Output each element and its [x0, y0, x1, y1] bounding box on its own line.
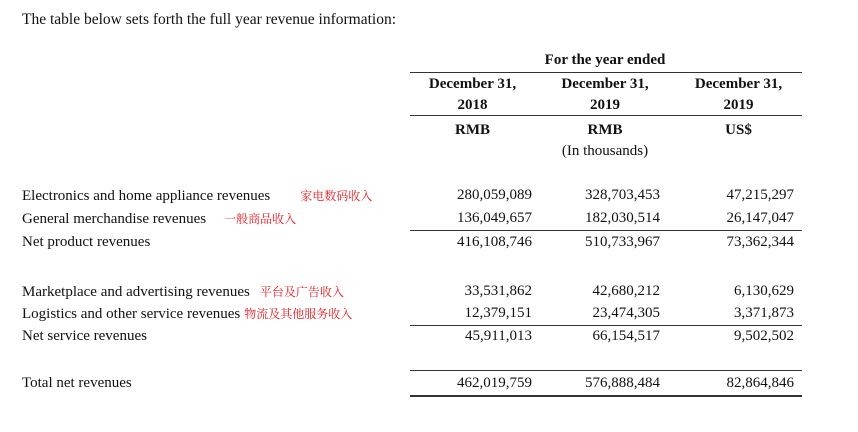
header-span-rule: [410, 72, 802, 73]
row-label-general-merchandise: [22, 210, 296, 228]
header-col-2-unit: RMB: [587, 122, 623, 138]
row-label-text: Marketplace and advertising revenues: [22, 284, 250, 300]
cell-net-service-2018: 45,911,013: [465, 328, 532, 344]
row-label-electronics: [22, 187, 372, 205]
cell-total-2019-rmb: 576,888,484: [585, 375, 660, 391]
row-annotation: 物流及其他服务收入: [244, 307, 353, 321]
cell-electronics-2019-rmb: 328,703,453: [585, 187, 660, 203]
row-label-marketplace: [22, 283, 344, 301]
subtotal-rule-2: [410, 325, 802, 326]
cell-electronics-2019-usd: 47,215,297: [726, 187, 794, 203]
cell-marketplace-2019-usd: 6,130,629: [734, 283, 794, 299]
row-label-text: Logistics and other service revenues: [22, 306, 241, 322]
cell-electronics-2018: 280,059,089: [457, 187, 532, 203]
cell-marketplace-2019-rmb: 42,680,212: [592, 283, 660, 299]
header-col-2: [540, 74, 670, 162]
cell-net-service-2019-rmb: 66,154,517: [592, 328, 660, 344]
cell-general-2018: 136,049,657: [457, 210, 532, 226]
cell-logistics-2018: 12,379,151: [464, 305, 532, 321]
header-bottom-rule: [410, 115, 802, 116]
header-col-2-note: (In thousands): [561, 143, 649, 159]
cell-logistics-2019-rmb: 23,474,305: [592, 305, 660, 321]
cell-general-2019-rmb: 182,030,514: [585, 210, 660, 226]
cell-net-service-2019-usd: 9,502,502: [734, 328, 794, 344]
row-label-text: Electronics and home appliance revenues: [22, 188, 271, 204]
cell-net-product-2019-usd: 73,362,344: [726, 234, 794, 250]
total-bottom-rule: [410, 395, 802, 397]
cell-logistics-2019-usd: 3,371,873: [734, 305, 794, 321]
intro-text: The table below sets forth the full year revenue information:: [22, 11, 397, 28]
header-col-3-date: December 31,: [694, 76, 783, 92]
subtotal-rule-1: [410, 230, 802, 231]
cell-net-product-2018: 416,108,746: [457, 234, 532, 250]
row-label-net-service: Net service revenues: [22, 328, 147, 344]
header-col-1: [410, 74, 535, 141]
cell-marketplace-2018: 33,531,862: [464, 283, 532, 299]
header-col-3-year: 2019: [723, 97, 754, 113]
cell-total-2019-usd: 82,864,846: [726, 375, 794, 391]
header-col-2-date: December 31,: [561, 76, 649, 92]
row-annotation: 平台及广告收入: [259, 285, 344, 299]
cell-total-2018: 462,019,759: [457, 375, 532, 391]
header-col-1-unit: RMB: [455, 122, 490, 138]
row-label-text: General merchandise revenues: [22, 211, 207, 227]
row-label-total: Total net revenues: [22, 375, 132, 391]
cell-general-2019-usd: 26,147,047: [726, 210, 794, 226]
row-label-logistics: [22, 305, 352, 323]
cell-net-product-2019-rmb: 510,733,967: [585, 234, 660, 250]
row-annotation: 家电数码收入: [300, 189, 373, 203]
header-col-1-date: December 31,: [428, 76, 517, 92]
total-top-rule: [410, 370, 802, 371]
header-col-1-year: 2018: [457, 97, 488, 113]
row-annotation: 一般商品收入: [224, 212, 297, 226]
row-label-net-product: Net product revenues: [22, 234, 151, 250]
header-col-2-year: 2019: [590, 97, 620, 113]
header-span-title: For the year ended: [544, 52, 666, 68]
header-col-3: [675, 74, 802, 141]
header-col-3-unit: US$: [725, 122, 752, 138]
